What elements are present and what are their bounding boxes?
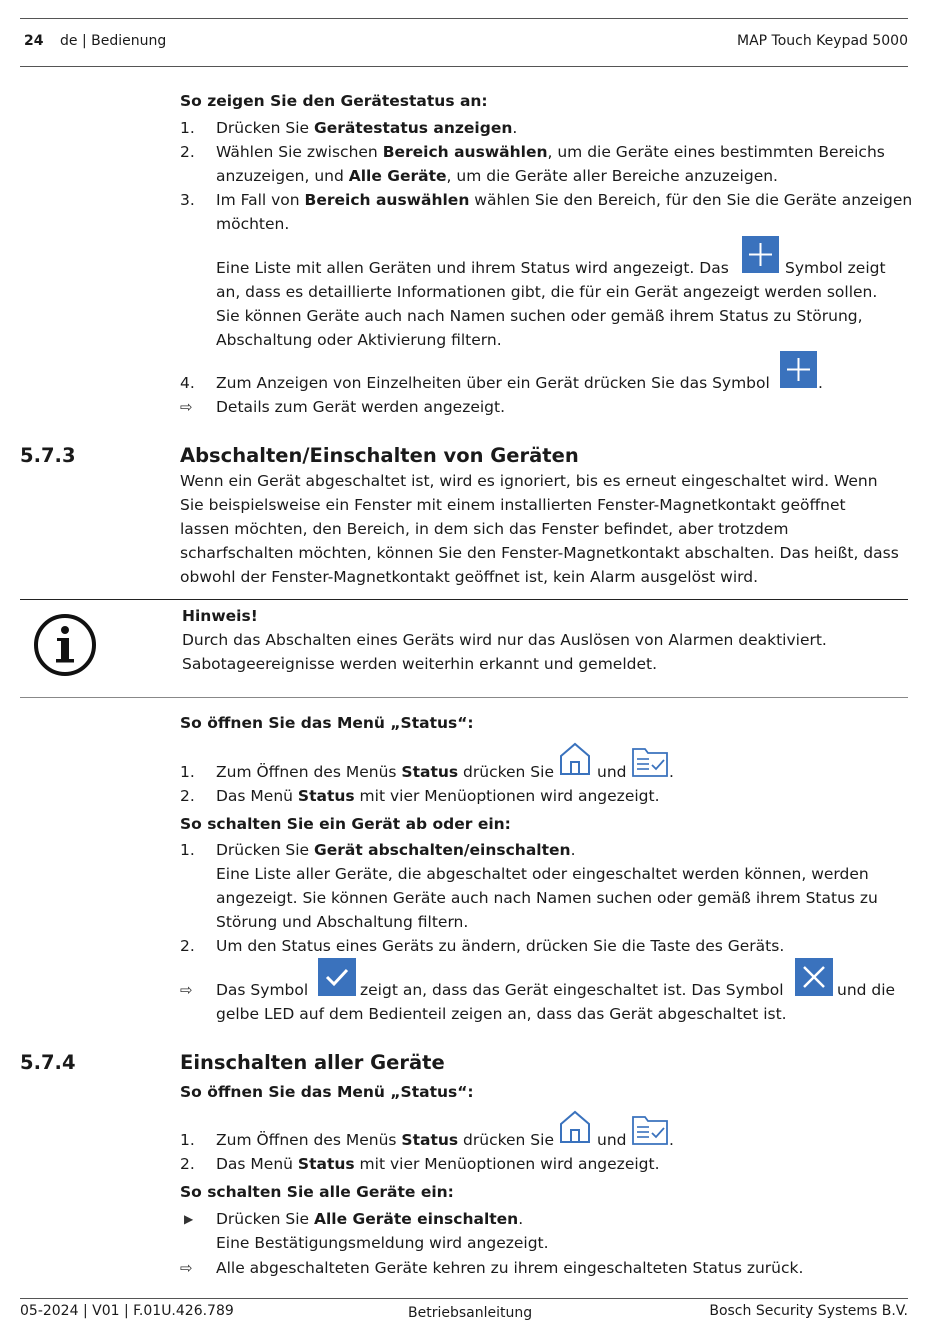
- open-menu-title: So öffnen Sie das Menü „Status“:: [180, 1083, 474, 1101]
- step-text: Störung und Abschaltung filtern.: [216, 913, 469, 931]
- step-text: und: [597, 763, 627, 781]
- open-menu-title: So öffnen Sie das Menü „Status“:: [180, 714, 474, 732]
- step-text: Im Fall von Bereich auswählen wählen Sie den Bereich, für den Sie die Geräte anzeigen: [216, 191, 913, 209]
- note-title: Hinweis!: [182, 607, 258, 625]
- step-triangle-icon: ▶: [184, 1212, 194, 1226]
- status-view-title: So zeigen Sie den Gerätestatus an:: [180, 92, 488, 110]
- footer-company: Bosch Security Systems B.V.: [709, 1303, 908, 1319]
- page-number: 24: [24, 33, 44, 49]
- step-number: 1.: [180, 1131, 195, 1149]
- step-number: 2.: [180, 143, 195, 161]
- result-arrow-icon: ⇨: [180, 1259, 193, 1277]
- toggle-device-title: So schalten Sie ein Gerät ab oder ein:: [180, 815, 511, 833]
- status-folder-icon: [631, 1114, 669, 1150]
- step-text: Drücken Sie Alle Geräte einschalten.: [216, 1210, 524, 1228]
- step-number: 2.: [180, 937, 195, 955]
- step-text: .: [669, 1131, 674, 1149]
- result-text: zeigt an, dass das Gerät eingeschaltet ist. Das Symbol: [360, 981, 784, 999]
- section-number: 5.7.4: [20, 1051, 76, 1074]
- result-text: Details zum Gerät werden angezeigt.: [216, 398, 506, 416]
- paragraph-line: an, dass es detaillierte Informationen gibt, die für ein Gerät angezeigt werden sollen.: [216, 283, 878, 301]
- header-top-rule: [20, 18, 908, 19]
- note-bottom-rule: [20, 697, 908, 698]
- step-text: angezeigt. Sie können Geräte auch nach Namen suchen oder gemäß ihrem Status zu: [216, 889, 878, 907]
- step-text: Zum Öffnen des Menüs Status drücken Sie: [216, 763, 554, 781]
- step-text: möchten.: [216, 215, 290, 233]
- paragraph-line: lassen möchten, den Bereich, in dem sich das Fenster befindet, aber trotzdem: [180, 520, 789, 538]
- step-number: 1.: [180, 763, 195, 781]
- step-text: Wählen Sie zwischen Bereich auswählen, um die Geräte eines bestimmten Bereichs: [216, 143, 885, 161]
- paragraph-line: Abschaltung oder Aktivierung filtern.: [216, 331, 502, 349]
- section-title: Einschalten aller Geräte: [180, 1051, 445, 1074]
- note-top-rule: [20, 599, 908, 600]
- home-icon: [558, 741, 592, 781]
- step-number: 1.: [180, 119, 195, 137]
- step-number: 2.: [180, 787, 195, 805]
- note-text: Sabotageereignisse werden weiterhin erkannt und gemeldet.: [182, 655, 658, 673]
- plus-icon: [742, 236, 779, 277]
- result-text: gelbe LED auf dem Bedienteil zeigen an, dass das Gerät abgeschaltet ist.: [216, 1005, 787, 1023]
- enable-all-title: So schalten Sie alle Geräte ein:: [180, 1183, 454, 1201]
- header-section: de | Bedienung: [60, 33, 167, 49]
- step-text: Eine Bestätigungsmeldung wird angezeigt.: [216, 1234, 549, 1252]
- result-text: Alle abgeschalteten Geräte kehren zu ihrem eingeschalteten Status zurück.: [216, 1259, 804, 1277]
- step-text: Drücken Sie Gerät abschalten/einschalten.: [216, 841, 576, 859]
- result-arrow-icon: ⇨: [180, 981, 193, 999]
- section-number: 5.7.3: [20, 444, 76, 467]
- result-arrow-icon: ⇨: [180, 398, 193, 416]
- step-number: 2.: [180, 1155, 195, 1173]
- step-text: .: [818, 374, 823, 392]
- step-text: Zum Anzeigen von Einzelheiten über ein Gerät drücken Sie das Symbol: [216, 374, 770, 392]
- step-number: 1.: [180, 841, 195, 859]
- step-text: und: [597, 1131, 627, 1149]
- paragraph-line: Sie können Geräte auch nach Namen suchen oder gemäß ihrem Status zu Störung,: [216, 307, 863, 325]
- result-text: und die: [837, 981, 896, 999]
- result-text: Das Symbol: [216, 981, 309, 999]
- close-x-icon: [795, 958, 833, 1000]
- step-text: Um den Status eines Geräts zu ändern, drücken Sie die Taste des Geräts.: [216, 937, 785, 955]
- paragraph-line: Wenn ein Gerät abgeschaltet ist, wird es ignoriert, bis es erneut eingeschaltet wird. Wenn: [180, 472, 878, 490]
- plus-icon: [780, 351, 817, 392]
- home-icon: [558, 1109, 592, 1149]
- step-text: Das Menü Status mit vier Menüoptionen wird angezeigt.: [216, 787, 660, 805]
- checkmark-icon: [318, 958, 356, 1000]
- status-folder-icon: [631, 746, 669, 782]
- footer-doc-id: 05-2024 | V01 | F.01U.426.789: [20, 1303, 234, 1319]
- note-text: Durch das Abschalten eines Geräts wird nur das Auslösen von Alarmen deaktiviert.: [182, 631, 827, 649]
- footer-doc-type: Betriebsanleitung: [408, 1305, 533, 1321]
- info-icon: [33, 613, 97, 681]
- step-text: Drücken Sie Gerätestatus anzeigen.: [216, 119, 518, 137]
- step-text: anzuzeigen, und Alle Geräte, um die Geräte aller Bereiche anzuzeigen.: [216, 167, 778, 185]
- footer-rule: [20, 1298, 908, 1299]
- section-title: Abschalten/Einschalten von Geräten: [180, 444, 579, 467]
- paragraph-line: Eine Liste mit allen Geräten und ihrem Status wird angezeigt. Das: [216, 259, 729, 277]
- paragraph-line: Sie beispielsweise ein Fenster mit einem installierten Fenster-Magnetkontakt geöffnet: [180, 496, 846, 514]
- step-text: .: [669, 763, 674, 781]
- paragraph-line: obwohl der Fenster-Magnetkontakt geöffnet ist, kein Alarm ausgelöst wird.: [180, 568, 758, 586]
- step-text: Das Menü Status mit vier Menüoptionen wird angezeigt.: [216, 1155, 660, 1173]
- header-bottom-rule: [20, 66, 908, 67]
- step-text: Zum Öffnen des Menüs Status drücken Sie: [216, 1131, 554, 1149]
- paragraph-line: Symbol zeigt: [785, 259, 886, 277]
- step-number: 4.: [180, 374, 195, 392]
- paragraph-line: scharfschalten möchten, können Sie den Fenster-Magnetkontakt abschalten. Das heißt, dass: [180, 544, 899, 562]
- step-text: Eine Liste aller Geräte, die abgeschaltet oder eingeschaltet werden können, werden: [216, 865, 869, 883]
- header-product: MAP Touch Keypad 5000: [737, 33, 908, 49]
- step-number: 3.: [180, 191, 195, 209]
